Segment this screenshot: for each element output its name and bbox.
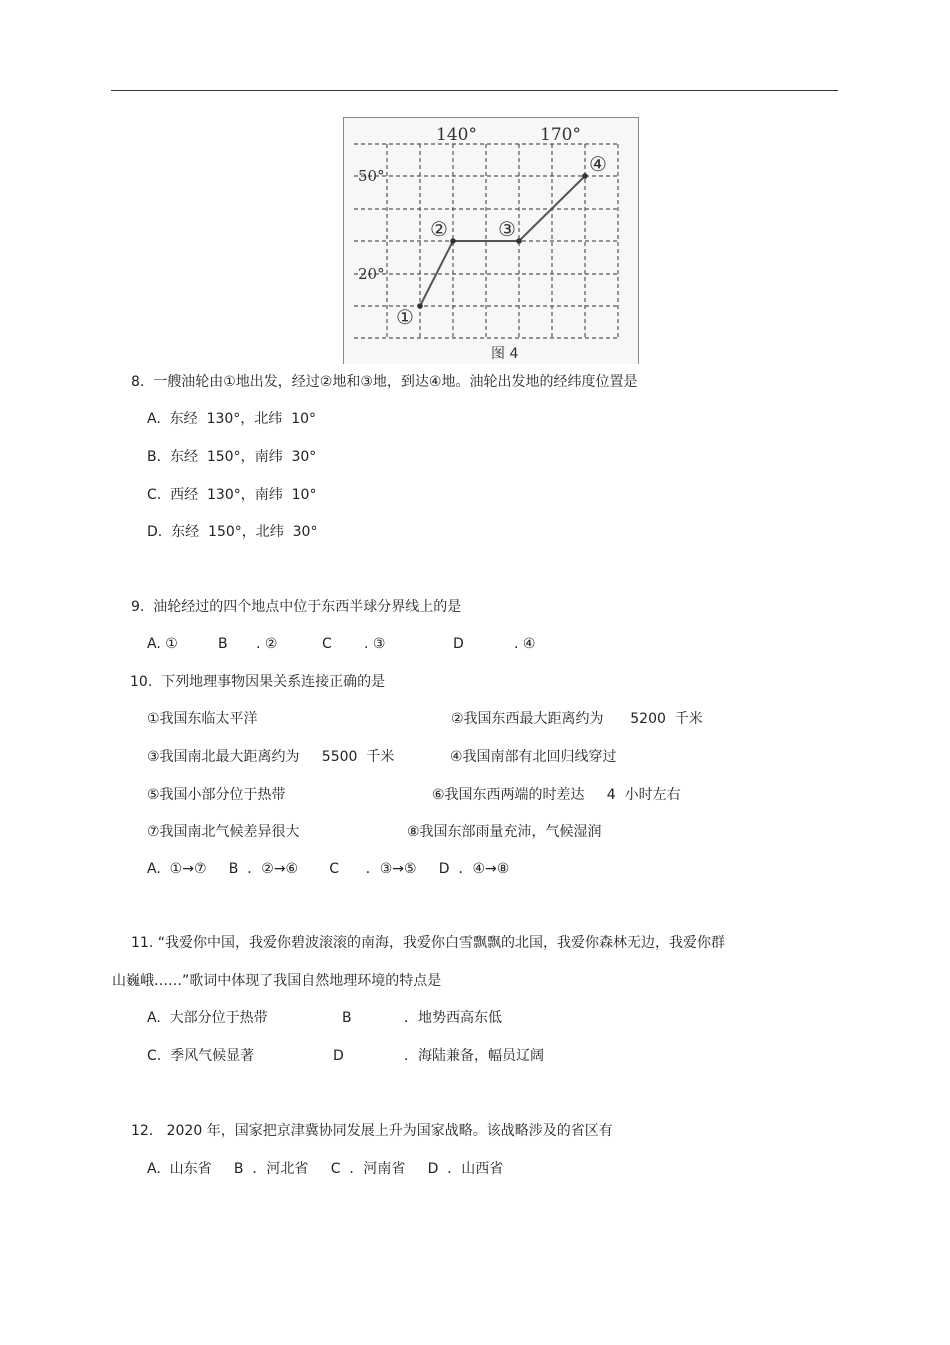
question-9-option-d-letter: D <box>453 636 464 652</box>
point-label-1: ① <box>396 305 414 329</box>
question-12-options: A. 山东省 B ．河北省 C ．河南省 D ．山西省 <box>147 1161 504 1177</box>
question-8-stem: 8. 一艘油轮由①地出发，经过②地和③地，到达④地。油轮出发地的经纬度位置是 <box>131 374 638 390</box>
question-10-item-5: ⑤我国小部分位于热带 <box>147 787 286 803</box>
question-8-option-c: C. 西经 130°，南纬 10° <box>147 487 317 503</box>
point-label-2: ② <box>430 217 448 241</box>
question-10-item-7: ⑦我国南北气候差异很大 <box>147 824 300 840</box>
question-10-options: A. ①→⑦ B ．②→⑥ C ．③→⑤ D ．④→⑧ <box>147 861 510 877</box>
route-point-4 <box>582 173 588 179</box>
question-11-option-d-text: ．海陆兼备，幅员辽阔 <box>404 1048 544 1064</box>
question-12-stem: 12. 2020 年，国家把京津冀协同发展上升为国家战略。该战略涉及的省区有 <box>131 1123 613 1139</box>
question-9-option-c-letter: C <box>322 636 332 652</box>
question-10-item-4: ④我国南部有北回归线穿过 <box>450 749 617 765</box>
question-8-option-d: D. 东经 150°，北纬 30° <box>147 524 318 540</box>
figure-caption: 图 4 <box>491 346 519 362</box>
route-map-figure <box>343 117 639 364</box>
question-9-option-c-text: . ③ <box>364 636 386 652</box>
question-9-option-b-letter: B <box>218 636 228 652</box>
lon-label-170: 170° <box>540 125 581 145</box>
question-11-stem-line1: 11. “我爱你中国，我爱你碧波滚滚的南海，我爱你白雪飘飘的北国，我爱你森林无边，我爱你群 <box>131 935 725 951</box>
lat-label-50: 50° <box>358 167 385 185</box>
question-9-option-a: A. ① <box>147 636 178 652</box>
route-point-1 <box>417 303 423 309</box>
question-11-option-b-letter: B <box>342 1010 352 1026</box>
header-rule <box>111 90 838 91</box>
question-10-item-1: ①我国东临太平洋 <box>147 711 258 727</box>
question-11-stem-line2: 山巍峨……”歌词中体现了我国自然地理环境的特点是 <box>112 973 442 989</box>
question-10-item-6: ⑥我国东西两端的时差达 4 小时左右 <box>432 787 681 803</box>
question-8-option-a: A. 东经 130°，北纬 10° <box>147 411 317 427</box>
question-10-item-2: ②我国东西最大距离约为 5200 千米 <box>451 711 703 727</box>
route-point-3 <box>516 238 522 244</box>
lat-lon-grid <box>344 118 638 364</box>
question-11-option-d-letter: D <box>333 1048 344 1064</box>
question-9-option-d-text: . ④ <box>514 636 536 652</box>
point-label-3: ③ <box>498 217 516 241</box>
question-11-option-a: A. 大部分位于热带 <box>147 1010 268 1026</box>
question-9-stem: 9. 油轮经过的四个地点中位于东西半球分界线上的是 <box>131 599 462 615</box>
question-10-item-8: ⑧我国东部雨量充沛，气候湿润 <box>407 824 602 840</box>
question-11-option-b-text: ．地势西高东低 <box>404 1010 502 1026</box>
route-point-2 <box>450 238 456 244</box>
question-11-option-c: C. 季风气候显著 <box>147 1048 255 1064</box>
point-label-4: ④ <box>589 152 607 176</box>
lon-label-140: 140° <box>436 125 477 145</box>
question-9-option-b-text: . ② <box>256 636 278 652</box>
question-8-option-b: B. 东经 150°，南纬 30° <box>147 449 317 465</box>
question-10-item-3: ③我国南北最大距离约为 5500 千米 <box>147 749 395 765</box>
question-10-stem: 10. 下列地理事物因果关系连接正确的是 <box>130 674 386 690</box>
lat-label-20: 20° <box>358 265 385 283</box>
